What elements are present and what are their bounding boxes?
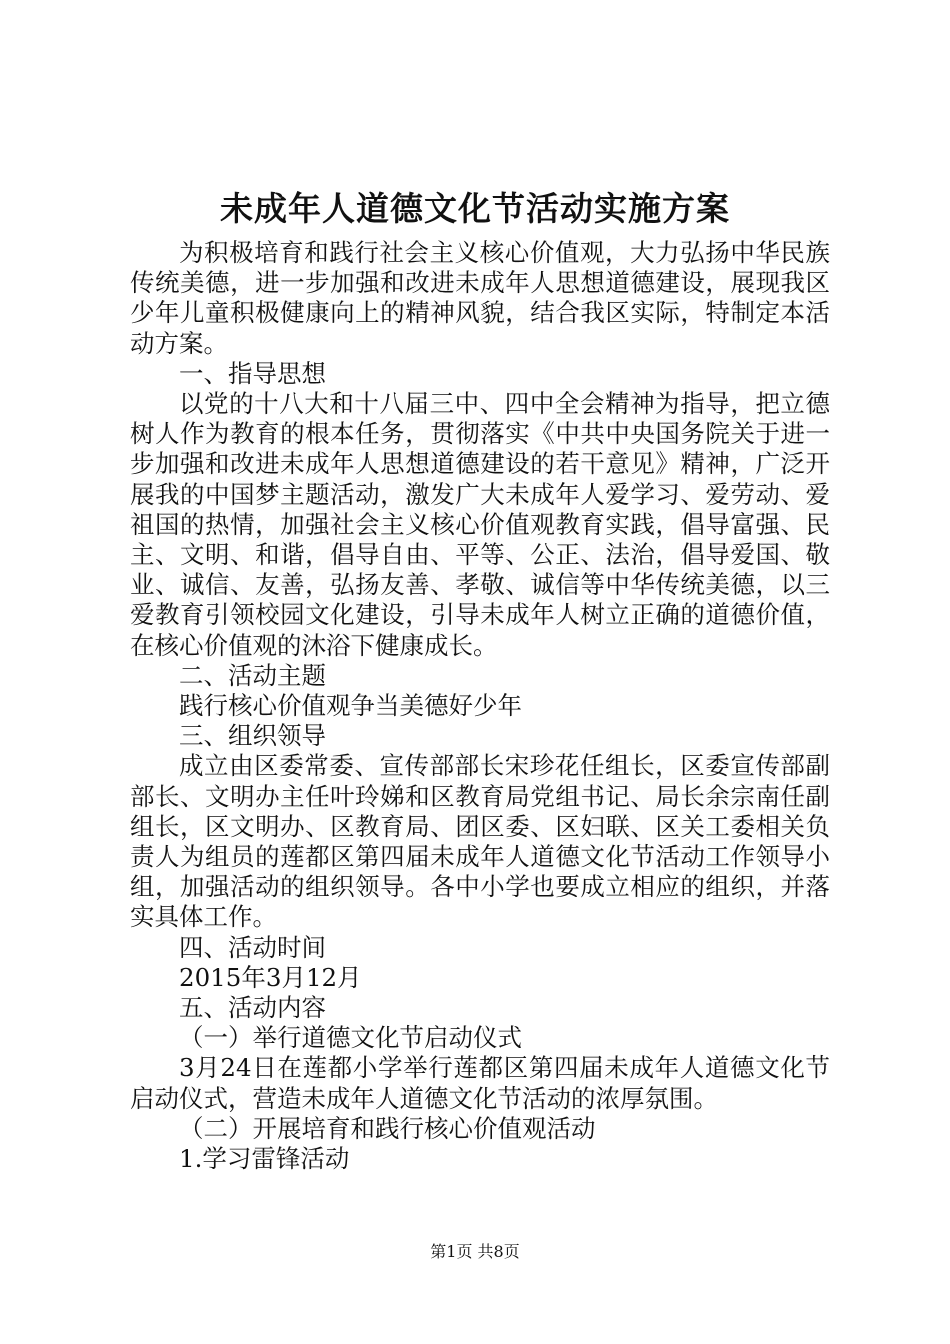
subheading-core-values: （二）开展培育和践行核心价值观活动 [179, 1113, 596, 1143]
paragraph-intro: 为积极培育和践行社会主义核心价值观，大力弘扬中华民族传统美德，进一步加强和改进未成年人思想道德建设，展现我区少年儿童积极健康向上的精神风貌，结合我区实际，特制定本活动方案。 [130, 238, 830, 358]
heading-organization: 三、组织领导 [179, 721, 326, 751]
heading-activity-content: 五、活动内容 [179, 993, 326, 1023]
paragraph-activity-time: 2015年3月12月 [179, 962, 362, 992]
heading-activity-theme: 二、活动主题 [179, 660, 326, 690]
document-title: 未成年人道德文化节活动实施方案 [220, 189, 730, 228]
heading-guiding-ideology: 一、指导思想 [179, 358, 326, 388]
document-body [130, 238, 830, 1174]
item-learn-leifeng: 1.学习雷锋活动 [179, 1144, 350, 1174]
paragraph-launch-ceremony: 3月24日在莲都小学举行莲都区第四届未成年人道德文化节启动仪式，营造未成年人道德文化节活动的浓厚氛围。 [130, 1053, 830, 1113]
heading-activity-time: 四、活动时间 [179, 932, 326, 962]
paragraph-organization: 成立由区委常委、宣传部部长宋珍花任组长，区委宣传部副部长、文明办主任叶玲娣和区教育局党组书记、局长余宗南任副组长，区文明办、区教育局、团区委、区妇联、区关工委相关负责人为组员的莲都区第四届未成年人道德文化节活动工作领导小组，加强活动的组织领导。各中小学也要成立相应的组织，并落实具体工作。 [130, 751, 830, 932]
paragraph-activity-theme: 践行核心价值观争当美德好少年 [179, 691, 522, 721]
subheading-launch-ceremony: （一）举行道德文化节启动仪式 [179, 1023, 522, 1053]
page-footer: 第1页 共8页 [430, 1242, 520, 1261]
paragraph-guiding-ideology: 以党的十八大和十八届三中、四中全会精神为指导，把立德树人作为教育的根本任务，贯彻落实《中共中央国务院关于进一步加强和改进未成年人思想道德建设的若干意见》精神，广泛开展我的中国梦主题活动，激发广大未成年人爱学习、爱劳动、爱祖国的热情，加强社会主义核心价值观教育实践，倡导富强、民主、文明、和谐，倡导自由、平等、公正、法治，倡导爱国、敬业、诚信、友善，弘扬友善、孝敬、诚信等中华传统美德，以三爱教育引领校园文化建设，引导未成年人树立正确的道德价值，在核心价值观的沐浴下健康成长。 [130, 389, 830, 660]
